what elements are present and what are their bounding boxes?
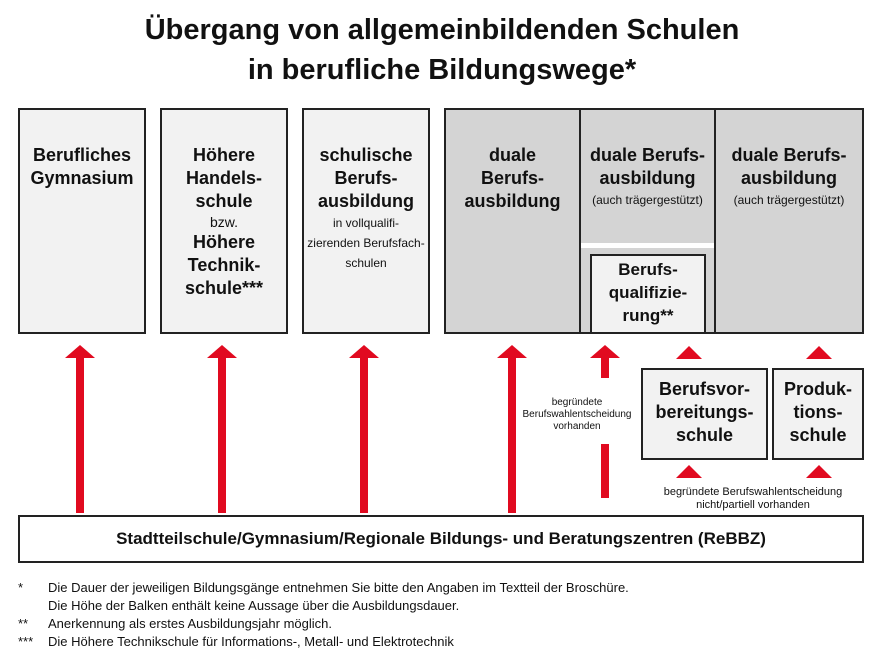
arrow-shaft xyxy=(601,358,609,378)
footnote-text: Die Höhe der Balken enthält keine Aussage über die Ausbildungsdauer. xyxy=(48,598,460,613)
label: (auch trägergestützt) xyxy=(733,193,845,207)
footnote-text: Die Höhere Technikschule für Informations-, Metall- und Elektrotechnik xyxy=(48,634,454,649)
footnote-text: Anerkennung als erstes Ausbildungsjahr möglich. xyxy=(48,616,333,631)
label: schule*** xyxy=(184,278,264,298)
box-duale-berufsausbildung-traegergestuetzt-2 xyxy=(714,108,864,334)
note-berufswahl-vorhanden xyxy=(518,397,636,433)
label: schule xyxy=(195,191,253,211)
box-produktionsschule xyxy=(772,368,864,460)
label: qualifizie- xyxy=(608,283,688,302)
label: tions- xyxy=(793,402,843,422)
label: Berufs- xyxy=(334,168,398,188)
arrow-shaft xyxy=(218,358,226,513)
label: vorhanden xyxy=(553,421,601,432)
label: schulische xyxy=(319,145,413,165)
box-duale-berufsausbildung-traegergestuetzt xyxy=(579,108,716,243)
arrow-head xyxy=(207,345,237,358)
arrow-head xyxy=(806,346,832,359)
label: begründete xyxy=(551,397,603,408)
title-line-1: Übergang von allgemeinbildenden Schulen xyxy=(144,14,740,46)
box-duale-berufsausbildung xyxy=(444,108,581,334)
note-berufswahl-partiell xyxy=(640,486,866,512)
arrow-shaft xyxy=(601,444,609,498)
arrow-head xyxy=(497,345,527,358)
footnote-text: Die Dauer der jeweiligen Bildungsgänge entnehmen Sie bitte den Angaben im Textteil der Broschüre. xyxy=(48,580,629,595)
label: duale xyxy=(488,145,536,165)
title-line-2: in berufliche Bildungswege* xyxy=(247,54,637,86)
arrow-head xyxy=(676,346,702,359)
label: (auch trägergestützt) xyxy=(592,193,703,207)
footnote-2 xyxy=(18,615,332,632)
arrow-head xyxy=(349,345,379,358)
label: Berufswahlentscheidung xyxy=(522,409,632,420)
arrow-head xyxy=(590,345,620,358)
arrow-shaft xyxy=(360,358,368,513)
arrow-head xyxy=(676,465,702,478)
footnote-1-cont xyxy=(18,597,459,614)
label: begründete Berufswahlentscheidung xyxy=(663,486,843,498)
box-berufliches-gymnasium xyxy=(18,108,146,334)
footnote-mark: * xyxy=(18,580,24,595)
label: ausbildung xyxy=(464,191,561,211)
label: in vollqualifi- xyxy=(332,216,400,230)
footnote-mark: ** xyxy=(18,616,29,631)
label: schule xyxy=(789,425,847,445)
qualifizierung-white-gap xyxy=(581,243,714,248)
label: nicht/partiell vorhanden xyxy=(696,499,810,511)
box-berufsqualifizierung xyxy=(590,254,706,334)
arrow-shaft xyxy=(508,358,516,513)
box-schulische-berufsausbildung xyxy=(302,108,430,334)
label: ausbildung xyxy=(599,168,696,188)
footnote-mark: *** xyxy=(18,634,34,649)
label: Höhere xyxy=(192,145,255,165)
label: Handels- xyxy=(185,168,263,188)
label: Berufsvor- xyxy=(658,379,751,399)
footnote-3 xyxy=(18,633,454,650)
label: schule xyxy=(675,425,734,445)
box-allgemeinbildende-schulen xyxy=(18,515,864,563)
box-hoehere-handelsschule xyxy=(160,108,288,334)
box-berufsvorbereitungsschule xyxy=(641,368,768,460)
footnote-1 xyxy=(18,579,629,596)
label: rung** xyxy=(622,306,674,325)
arrow-shaft xyxy=(76,358,84,513)
label: ausbildung xyxy=(741,168,837,188)
label: bereitungs- xyxy=(655,402,754,422)
label: schulen xyxy=(345,256,387,270)
label: Berufliches xyxy=(32,145,132,165)
arrow-head xyxy=(65,345,95,358)
diagram-title xyxy=(0,10,884,90)
label: duale Berufs- xyxy=(589,145,706,165)
label: Berufs- xyxy=(618,260,678,279)
label: zierenden Berufsfach- xyxy=(307,236,425,250)
arrow-head xyxy=(806,465,832,478)
label: Stadtteilschule/Gymnasium/Regionale Bildungs- und Beratungszentren (ReBBZ) xyxy=(116,529,766,548)
label: Produk- xyxy=(783,379,852,399)
label: ausbildung xyxy=(318,191,414,211)
label: Höhere xyxy=(192,232,255,252)
label: duale Berufs- xyxy=(731,145,847,165)
label: Berufs- xyxy=(480,168,544,188)
label: Technik- xyxy=(187,255,261,275)
label: Gymnasium xyxy=(30,168,134,188)
label: bzw. xyxy=(209,214,238,230)
